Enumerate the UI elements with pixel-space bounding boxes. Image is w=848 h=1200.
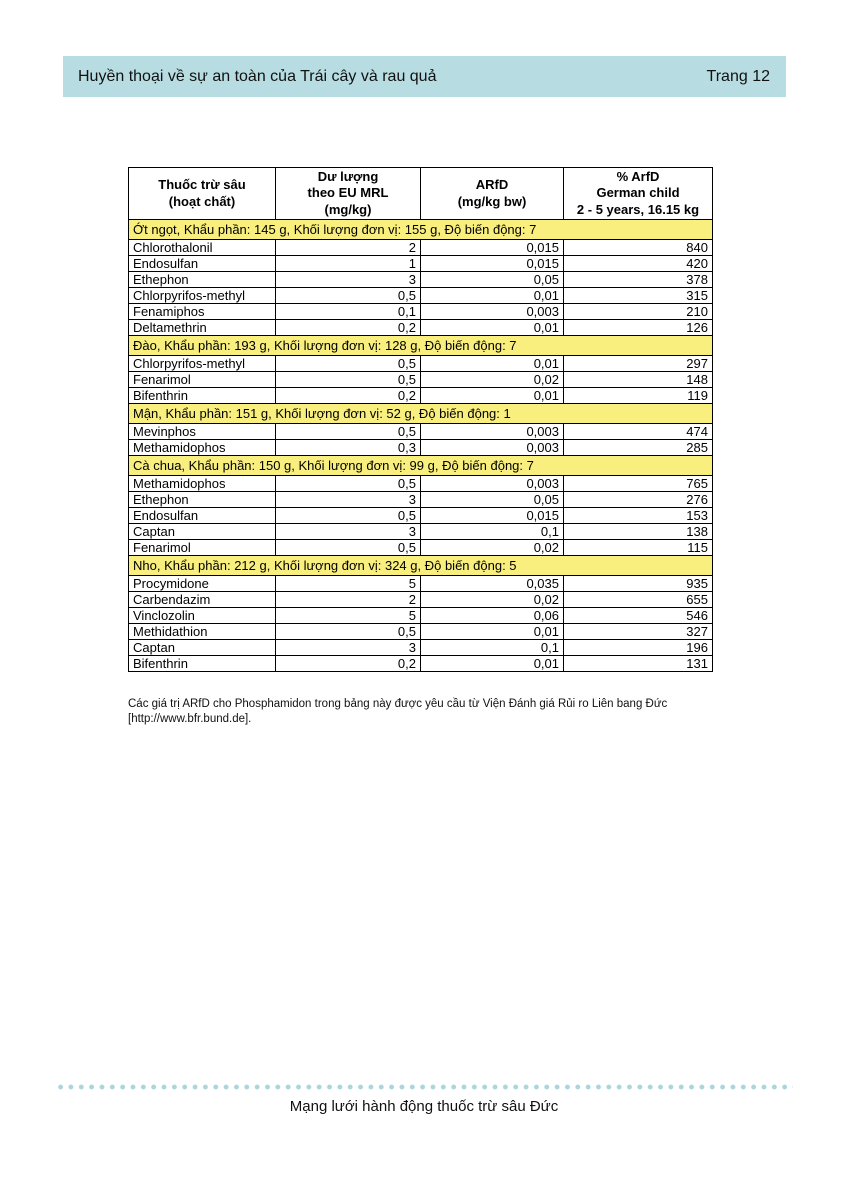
value-cell: 0,01: [421, 288, 564, 304]
value-cell: 765: [564, 476, 713, 492]
page-header-title: Huyền thoại về sự an toàn của Trái cây và rau quả: [78, 67, 437, 85]
pesticide-name-cell: Procymidone: [129, 576, 276, 592]
value-cell: 0,003: [421, 476, 564, 492]
value-cell: 0,015: [421, 508, 564, 524]
column-header: Thuốc trừ sâu (hoạt chất): [129, 168, 276, 220]
value-cell: 148: [564, 372, 713, 388]
value-cell: 276: [564, 492, 713, 508]
value-cell: 315: [564, 288, 713, 304]
pesticide-data-row: [129, 320, 713, 336]
value-cell: 935: [564, 576, 713, 592]
value-cell: 0,2: [276, 656, 421, 672]
value-cell: 5: [276, 608, 421, 624]
value-cell: 0,015: [421, 256, 564, 272]
pesticide-name-cell: Carbendazim: [129, 592, 276, 608]
pesticide-data-row: [129, 440, 713, 456]
value-cell: 3: [276, 640, 421, 656]
value-cell: 0,003: [421, 304, 564, 320]
value-cell: 153: [564, 508, 713, 524]
value-cell: 126: [564, 320, 713, 336]
value-cell: 0,1: [421, 524, 564, 540]
value-cell: 3: [276, 492, 421, 508]
value-cell: 2: [276, 240, 421, 256]
pesticide-name-cell: Fenamiphos: [129, 304, 276, 320]
column-header: Dư lượng theo EU MRL (mg/kg): [276, 168, 421, 220]
pesticide-name-cell: Captan: [129, 640, 276, 656]
value-cell: 285: [564, 440, 713, 456]
pesticide-data-row: [129, 356, 713, 372]
value-cell: 655: [564, 592, 713, 608]
commodity-section-row: [129, 456, 713, 476]
column-header: ARfD (mg/kg bw): [421, 168, 564, 220]
pesticide-name-cell: Methamidophos: [129, 476, 276, 492]
dotted-divider: [58, 1082, 793, 1092]
pesticide-data-row: [129, 656, 713, 672]
value-cell: 0,5: [276, 476, 421, 492]
value-cell: 0,02: [421, 592, 564, 608]
pesticide-name-cell: Endosulfan: [129, 508, 276, 524]
pesticide-data-row: [129, 492, 713, 508]
footer-organization: Mạng lưới hành động thuốc trừ sâu Đức: [289, 1098, 559, 1115]
pesticide-data-row: [129, 288, 713, 304]
value-cell: 0,5: [276, 508, 421, 524]
value-cell: 115: [564, 540, 713, 556]
pesticide-data-row: [129, 424, 713, 440]
value-cell: 0,2: [276, 388, 421, 404]
value-cell: 327: [564, 624, 713, 640]
value-cell: 0,5: [276, 624, 421, 640]
pesticide-data-row: [129, 240, 713, 256]
commodity-section-row: [129, 404, 713, 424]
pesticide-name-cell: Methamidophos: [129, 440, 276, 456]
pesticide-name-cell: Vinclozolin: [129, 608, 276, 624]
value-cell: 0,5: [276, 372, 421, 388]
value-cell: 2: [276, 592, 421, 608]
pesticide-name-cell: Mevinphos: [129, 424, 276, 440]
pesticide-data-row: [129, 388, 713, 404]
pesticide-data-row: [129, 640, 713, 656]
page-header-bar: [63, 56, 786, 97]
value-cell: 0,035: [421, 576, 564, 592]
pesticide-data-row: [129, 592, 713, 608]
value-cell: 546: [564, 608, 713, 624]
pesticide-data-row: [129, 272, 713, 288]
value-cell: 0,06: [421, 608, 564, 624]
footnote-text: Các giá trị ARfD cho Phosphamidon trong bảng này được yêu cầu từ Viện Đánh giá Rủi ro Liên bang Đức [http://www.bfr.bund.de].: [128, 698, 668, 726]
commodity-section-row: [129, 220, 713, 240]
value-cell: 3: [276, 272, 421, 288]
value-cell: 0,1: [421, 640, 564, 656]
pesticide-data-row: [129, 508, 713, 524]
pesticide-name-cell: Deltamethrin: [129, 320, 276, 336]
value-cell: 297: [564, 356, 713, 372]
value-cell: 0,05: [421, 272, 564, 288]
pesticide-data-row: [129, 524, 713, 540]
column-header: % ArfD German child 2 - 5 years, 16.15 kg: [564, 168, 713, 220]
value-cell: 474: [564, 424, 713, 440]
value-cell: 138: [564, 524, 713, 540]
value-cell: 196: [564, 640, 713, 656]
value-cell: 0,01: [421, 656, 564, 672]
value-cell: 0,02: [421, 372, 564, 388]
commodity-section-label: Cà chua, Khẩu phần: 150 g, Khối lượng đơn vị: 99 g, Độ biến động: 7: [129, 456, 713, 476]
value-cell: 0,2: [276, 320, 421, 336]
pesticide-name-cell: Endosulfan: [129, 256, 276, 272]
pesticide-data-row: [129, 624, 713, 640]
pesticide-mrl-table: [128, 167, 713, 672]
page-number-label: Trang 12: [706, 67, 770, 85]
pesticide-name-cell: Fenarimol: [129, 372, 276, 388]
value-cell: 420: [564, 256, 713, 272]
value-cell: 0,1: [276, 304, 421, 320]
value-cell: 0,5: [276, 288, 421, 304]
pesticide-data-row: [129, 256, 713, 272]
value-cell: 0,01: [421, 624, 564, 640]
commodity-section-label: Ớt ngọt, Khẩu phần: 145 g, Khối lượng đơn vị: 155 g, Độ biến động: 7: [129, 220, 713, 240]
commodity-section-row: [129, 556, 713, 576]
value-cell: 131: [564, 656, 713, 672]
pesticide-name-cell: Methidathion: [129, 624, 276, 640]
table-body: [129, 220, 713, 672]
value-cell: 0,01: [421, 388, 564, 404]
value-cell: 840: [564, 240, 713, 256]
commodity-section-row: [129, 336, 713, 356]
pesticide-name-cell: Ethephon: [129, 272, 276, 288]
pesticide-name-cell: Ethephon: [129, 492, 276, 508]
value-cell: 0,003: [421, 424, 564, 440]
commodity-section-label: Đào, Khẩu phần: 193 g, Khối lượng đơn vị: 128 g, Độ biến động: 7: [129, 336, 713, 356]
pesticide-data-row: [129, 304, 713, 320]
value-cell: 0,5: [276, 356, 421, 372]
pesticide-name-cell: Captan: [129, 524, 276, 540]
value-cell: 119: [564, 388, 713, 404]
pesticide-name-cell: Fenarimol: [129, 540, 276, 556]
pesticide-data-row: [129, 576, 713, 592]
pesticide-data-row: [129, 476, 713, 492]
value-cell: 0,5: [276, 540, 421, 556]
value-cell: 0,01: [421, 320, 564, 336]
value-cell: 1: [276, 256, 421, 272]
table-header-row: [129, 168, 713, 220]
value-cell: 0,015: [421, 240, 564, 256]
pesticide-name-cell: Chlorpyrifos-methyl: [129, 356, 276, 372]
value-cell: 0,5: [276, 424, 421, 440]
value-cell: 3: [276, 524, 421, 540]
value-cell: 378: [564, 272, 713, 288]
value-cell: 210: [564, 304, 713, 320]
value-cell: 0,3: [276, 440, 421, 456]
value-cell: 0,05: [421, 492, 564, 508]
pesticide-data-row: [129, 372, 713, 388]
value-cell: 0,02: [421, 540, 564, 556]
commodity-section-label: Nho, Khẩu phần: 212 g, Khối lượng đơn vị: 324 g, Độ biến động: 5: [129, 556, 713, 576]
commodity-section-label: Mận, Khẩu phần: 151 g, Khối lượng đơn vị: 52 g, Độ biến động: 1: [129, 404, 713, 424]
pesticide-name-cell: Chlorpyrifos-methyl: [129, 288, 276, 304]
pesticide-data-row: [129, 540, 713, 556]
pesticide-name-cell: Chlorothalonil: [129, 240, 276, 256]
pesticide-name-cell: Bifenthrin: [129, 656, 276, 672]
value-cell: 0,003: [421, 440, 564, 456]
pesticide-data-row: [129, 608, 713, 624]
value-cell: 0,01: [421, 356, 564, 372]
pesticide-name-cell: Bifenthrin: [129, 388, 276, 404]
value-cell: 5: [276, 576, 421, 592]
